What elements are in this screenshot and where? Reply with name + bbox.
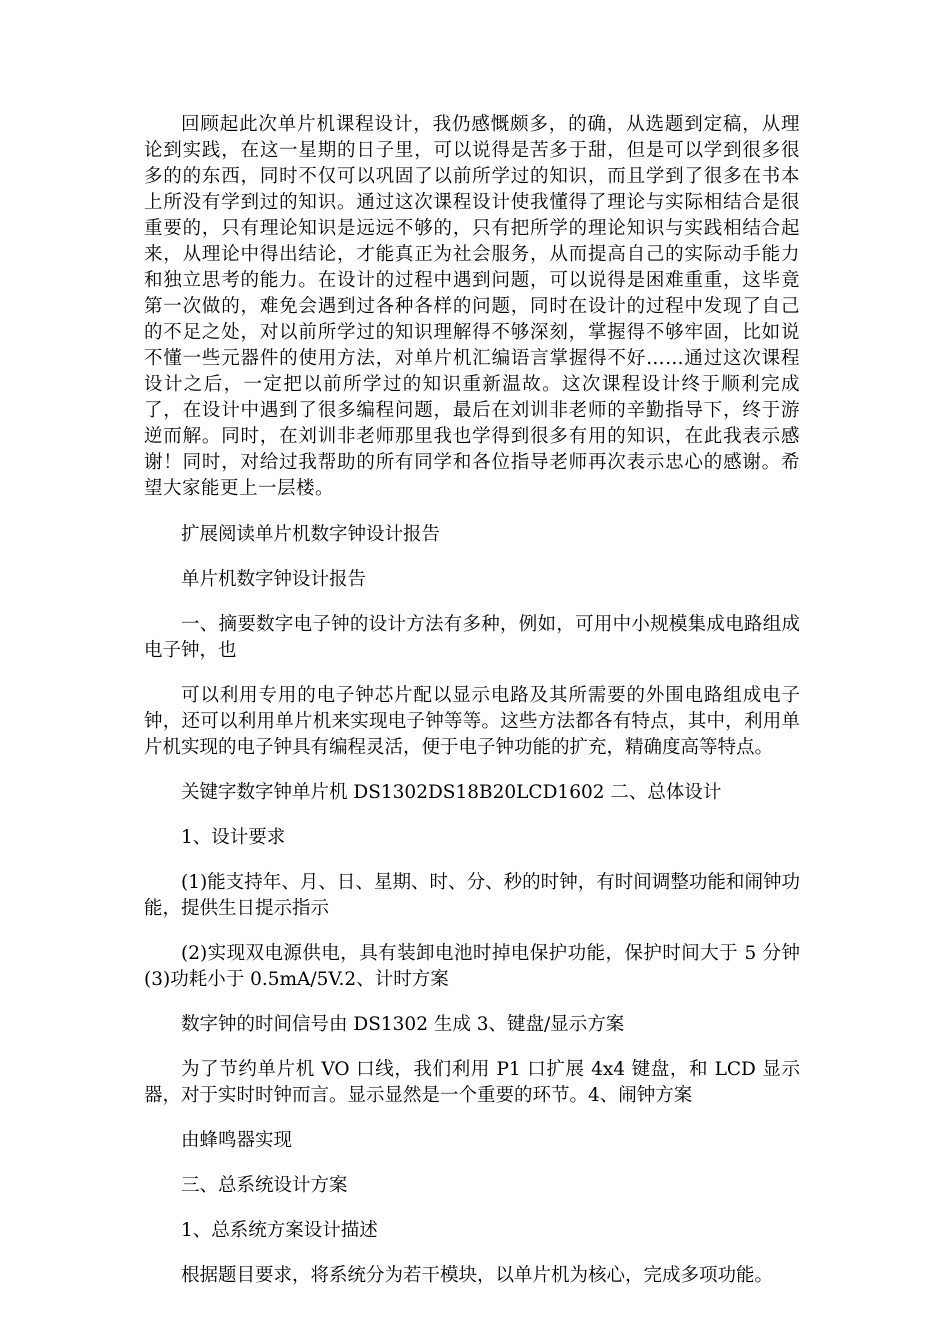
- paragraph-system-design-subheading: 1、总系统方案设计描述: [181, 1220, 378, 1241]
- document-body: [144, 112, 800, 1308]
- paragraph-requirement-1: (1)能支持年、月、日、星期、时、分、秒的时钟，有时间调整功能和闹钟功能，提供生日提示指示: [144, 872, 800, 919]
- paragraph-abstract-continued: 可以利用专用的电子钟芯片配以显示电路及其所需要的外围电路组成电子钟，还可以利用单片机来实现电子钟等等。这些方法都各有特点，其中，利用单片机实现的电子钟具有编程灵活，便于电子钟功能的扩充，精确度高等特点。: [144, 685, 800, 758]
- paragraph-abstract: 一、摘要数字电子钟的设计方法有多种，例如，可用中小规模集成电路组成电子钟，也: [144, 614, 800, 661]
- paragraph-system-design-heading: 三、总系统设计方案: [181, 1175, 348, 1196]
- paragraph-reflection: 回顾起此次单片机课程设计，我仍感慨颇多，的确，从选题到定稿，从理论到实践，在这一星期的日子里，可以说得是苦多于甜，但是可以学到很多很多的的东西，同时不仅可以巩固了以前所学过的知识，而且学到了很多在书本上所没有学到过的知识。通过这次课程设计使我懂得了理论与实际相结合是很重要的，只有理论知识是远远不够的，只有把所学的理论知识与实践相结合起来，从理论中得出结论，才能真正为社会服务，从而提高自己的实际动手能力和独立思考的能力。在设计的过程中遇到问题，可以说得是困难重重，这毕竟第一次做的，难免会遇到过各种各样的问题，同时在设计的过程中发现了自己的不足之处，对以前所学过的知识理解得不够深刻，掌握得不够牢固，比如说不懂一些元器件的使用方法，对单片机汇编语言掌握得不好……通过这次课程设计之后，一定把以前所学过的知识重新温故。这次课程设计终于顺利完成了，在设计中遇到了很多编程问题，最后在刘训非老师的辛勤指导下，终于游逆而解。同时，在刘训非老师那里我也学得到很多有用的知识，在此我表示感谢！同时，对给过我帮助的所有同学和各位指导老师再次表示忠心的感谢。希望大家能更上一层楼。: [144, 114, 800, 499]
- paragraph-extended-reading-title: 扩展阅读单片机数字钟设计报告: [181, 524, 441, 545]
- paragraph-keywords: 关键字数字钟单片机 DS1302DS18B20LCD1602 二、总体设计: [181, 782, 722, 803]
- paragraph-system-modules: 根据题目要求，将系统分为若干模块，以单片机为核心，完成多项功能。: [181, 1265, 774, 1286]
- paragraph-requirement-2-3: (2)实现双电源供电，具有装卸电池时掉电保护功能，保护时间大于 5 分钟(3)功耗小于 0.5mA/5V.2、计时方案: [144, 943, 800, 990]
- paragraph-timing-scheme: 数字钟的时间信号由 DS1302 生成 3、键盘/显示方案: [181, 1014, 625, 1035]
- paragraph-design-requirements-heading: 1、设计要求: [181, 827, 286, 848]
- paragraph-keyboard-display: 为了节约单片机 VO 口线，我们利用 P1 口扩展 4x4 键盘，和 LCD 显示器，对于实时时钟而言。显示显然是一个重要的环节。4、闹钟方案: [144, 1059, 800, 1106]
- paragraph-alarm: 由蜂鸣器实现: [181, 1130, 293, 1151]
- paragraph-report-title: 单片机数字钟设计报告: [181, 569, 367, 590]
